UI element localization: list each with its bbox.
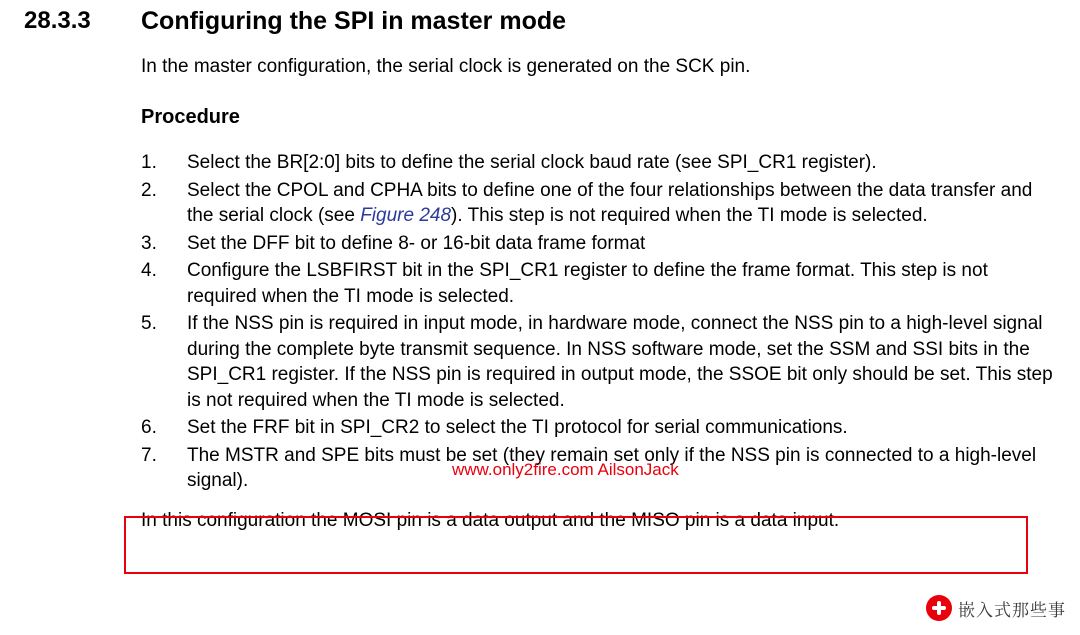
section-heading (0, 0, 1080, 36)
step-number: 7. (141, 444, 157, 466)
list-item (141, 231, 1060, 257)
section-number: 28.3.3 (24, 7, 91, 34)
step-number: 3. (141, 232, 157, 254)
step-text: The MSTR and SPE bits must be set (they remain set only if the NSS pin is connected to a high-level signal). (187, 444, 1037, 491)
step-text: Set the FRF bit in SPI_CR2 to select the TI protocol for serial communications. (187, 417, 848, 438)
step-number: 4. (141, 260, 157, 281)
list-item (141, 415, 1060, 441)
step-number: 6. (141, 417, 157, 438)
watermark-text: www.only2fire.com AilsonJack (452, 460, 679, 479)
step-number: 1. (141, 152, 157, 173)
step-text: If the NSS pin is required in input mode, in hardware mode, connect the NSS pin to a high-level signal during the complete byte transmit sequence. In NSS software mode, set the SSM and SSI bits in the SPI_CR1 register. If the NSS pin is required in output mode, the SSOE bit only should be set. This step is not required when the TI mode is selected. (187, 313, 1053, 411)
stamp (926, 595, 1066, 621)
step-text-before: Select the CPOL and CPHA bits to define one of the four relationships between the data transfer and the serial clock (see (187, 179, 1033, 226)
list-item (141, 258, 1060, 309)
step-text: Set the DFF bit to define 8- or 16-bit data frame format (187, 232, 646, 254)
list-item (141, 178, 1060, 229)
list-item (141, 150, 1060, 176)
step-number: 2. (141, 179, 157, 201)
procedure-steps (141, 150, 1060, 494)
wechat-logo-icon (926, 595, 952, 621)
figure-reference-link[interactable]: Figure 248 (360, 205, 452, 226)
closing-paragraph: In this configuration the MOSI pin is a data output and the MISO pin is a data input. (141, 509, 840, 531)
stamp-label: 嵌入式那些事 (958, 600, 1066, 620)
step-text: Select the BR[2:0] bits to define the serial clock baud rate (see SPI_CR1 register). (187, 152, 877, 173)
list-item (141, 311, 1060, 413)
step-text: Configure the LSBFIRST bit in the SPI_CR1 register to define the frame format. This step is not required when the TI mode is selected. (187, 260, 988, 307)
step-number: 5. (141, 313, 157, 334)
procedure-heading: Procedure (141, 106, 240, 128)
intro-paragraph: In the master configuration, the serial clock is generated on the SCK pin. (141, 56, 751, 77)
step-text-after: ). This step is not required when the TI mode is selected. (451, 205, 928, 226)
page-title: Configuring the SPI in master mode (141, 7, 567, 35)
step-text (187, 178, 1060, 229)
